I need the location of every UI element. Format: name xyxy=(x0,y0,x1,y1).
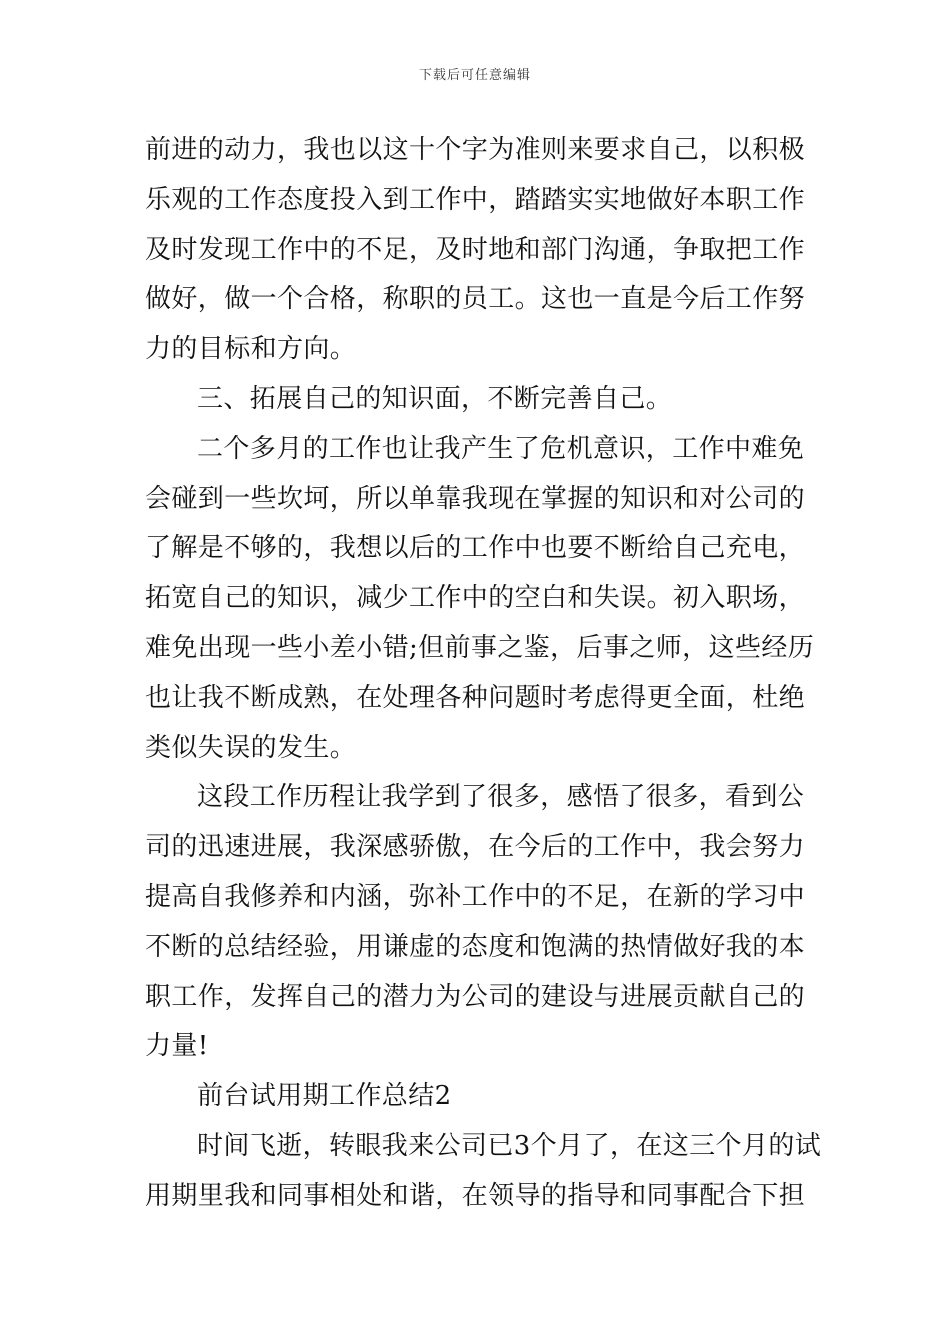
text-line: 力量! xyxy=(145,1031,209,1062)
section-heading: 三、拓展自己的知识面，不断完善自己。 xyxy=(197,383,673,414)
text-line: 前进的动力，我也以这十个字为准则来要求自己，以积极 xyxy=(145,135,806,165)
text-line: 不断的总结经验，用谦虚的态度和饱满的热情做好我的本 xyxy=(145,931,806,962)
text-line: 乐观的工作态度投入到工作中，踏踏实实地做好本职工作 xyxy=(145,184,806,215)
document-body xyxy=(145,126,822,1222)
text-line: 类似失误的发生。 xyxy=(145,732,357,763)
text-line: 二个多月的工作也让我产生了危机意识，工作中难免 xyxy=(197,433,805,464)
text-line: 及时发现工作中的不足，及时地和部门沟通，争取把工作 xyxy=(145,234,806,265)
text-line: 这段工作历程让我学到了很多，感悟了很多，看到公 xyxy=(197,782,805,813)
page-header: 下载后可任意编辑 xyxy=(418,68,531,83)
text-line: 拓宽自己的知识，减少工作中的空白和失误。初入职场， xyxy=(145,583,806,614)
text-line: 司的迅速进展，我深感骄傲，在今后的工作中，我会努力 xyxy=(145,832,806,863)
section-title: 前台试用期工作总结2 xyxy=(197,1081,452,1112)
text-line: 用期里我和同事相处和谐，在领导的指导和同事配合下担 xyxy=(145,1180,806,1211)
text-line: 做好，做一个合格，称职的员工。这也一直是今后工作努 xyxy=(145,284,806,315)
text-line: 力的目标和方向。 xyxy=(145,334,357,365)
text-line: 时间飞逝，转眼我来公司已3个月了，在这三个月的试 xyxy=(197,1130,822,1161)
text-line: 也让我不断成熟，在处理各种问题时考虑得更全面，杜绝 xyxy=(145,682,806,713)
text-line: 难免出现一些小差小错;但前事之鉴，后事之师，这些经历 xyxy=(145,632,815,663)
text-line: 提高自我修养和内涵，弥补工作中的不足，在新的学习中 xyxy=(145,881,806,912)
text-line: 会碰到一些坎坷，所以单靠我现在掌握的知识和对公司的 xyxy=(145,483,806,514)
text-line: 职工作，发挥自己的潜力为公司的建设与进展贡献自己的 xyxy=(145,981,806,1012)
text-line: 了解是不够的，我想以后的工作中也要不断给自己充电， xyxy=(145,533,806,564)
